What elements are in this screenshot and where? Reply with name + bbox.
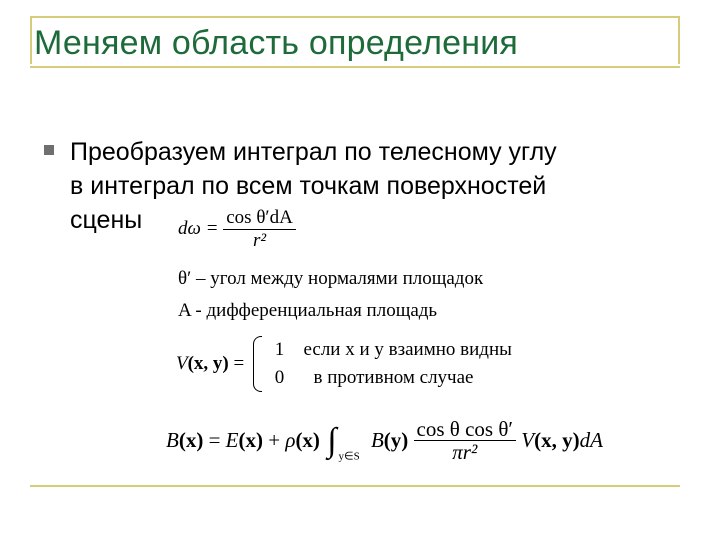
visibility-formula bbox=[176, 336, 512, 392]
radiosity-da: dA bbox=[579, 428, 603, 452]
visibility-v: V bbox=[176, 353, 188, 374]
visibility-args: (x, y) bbox=[187, 353, 229, 374]
radiosity-e-x: (x) bbox=[238, 428, 263, 452]
cases-brace bbox=[253, 336, 262, 392]
theta-definition: θ′ – угол между нормалями площадок bbox=[178, 268, 484, 289]
radiosity-equation bbox=[166, 418, 603, 463]
case-hidden-value: 0 bbox=[274, 367, 285, 388]
domega-lhs: dω = bbox=[178, 217, 219, 239]
radiosity-x: (x) bbox=[178, 428, 204, 452]
radiosity-v: V bbox=[521, 428, 535, 452]
solid-angle-formula bbox=[178, 207, 296, 252]
radiosity-vargs: (x, y) bbox=[534, 428, 580, 452]
right-border-line bbox=[678, 16, 680, 64]
radiosity-equals: = bbox=[208, 428, 221, 452]
case-visible bbox=[275, 336, 512, 364]
radiosity-rho-x: (x) bbox=[295, 428, 320, 452]
domega-denominator: r² bbox=[252, 230, 267, 251]
radiosity-rho: ρ bbox=[285, 428, 296, 452]
visibility-equals: = bbox=[233, 353, 245, 374]
radiosity-plus: + bbox=[268, 428, 281, 452]
integral-sign: ∫ bbox=[327, 421, 337, 459]
radiosity-numerator: cos θ cos θ′ bbox=[414, 418, 516, 441]
domega-fraction bbox=[223, 207, 296, 252]
radiosity-b: B bbox=[166, 428, 179, 452]
case-visible-value: 1 bbox=[274, 339, 285, 360]
bullet-text bbox=[70, 135, 680, 237]
area-definition: A - дифференциальная площадь bbox=[178, 300, 438, 321]
visibility-cases bbox=[275, 336, 512, 392]
case-visible-text: если x и y взаимно видны bbox=[303, 339, 512, 360]
integral-domain: y∈S bbox=[338, 450, 360, 463]
radiosity-e: E bbox=[225, 428, 239, 452]
case-hidden-text: в противном случае bbox=[313, 367, 474, 388]
bullet-line-3: сцены bbox=[70, 206, 143, 234]
radiosity-denominator: πr² bbox=[452, 440, 478, 464]
top-border-line bbox=[30, 16, 680, 18]
radiosity-y: (y) bbox=[383, 428, 409, 452]
radiosity-by: B bbox=[370, 428, 384, 452]
bullet-line-1: Преобразуем интеграл по телесному углу bbox=[70, 138, 557, 166]
case-hidden bbox=[275, 364, 512, 392]
left-border-line bbox=[30, 16, 32, 64]
bullet-line-2: в интеграл по всем точкам поверхностей bbox=[70, 172, 547, 200]
domega-numerator: cos θ′dA bbox=[223, 207, 296, 230]
title-underline bbox=[30, 66, 680, 68]
radiosity-fraction bbox=[414, 418, 516, 463]
bullet-square-icon bbox=[44, 145, 54, 155]
bottom-border-line bbox=[30, 485, 680, 487]
slide-title: Меняем область определения bbox=[34, 24, 519, 62]
